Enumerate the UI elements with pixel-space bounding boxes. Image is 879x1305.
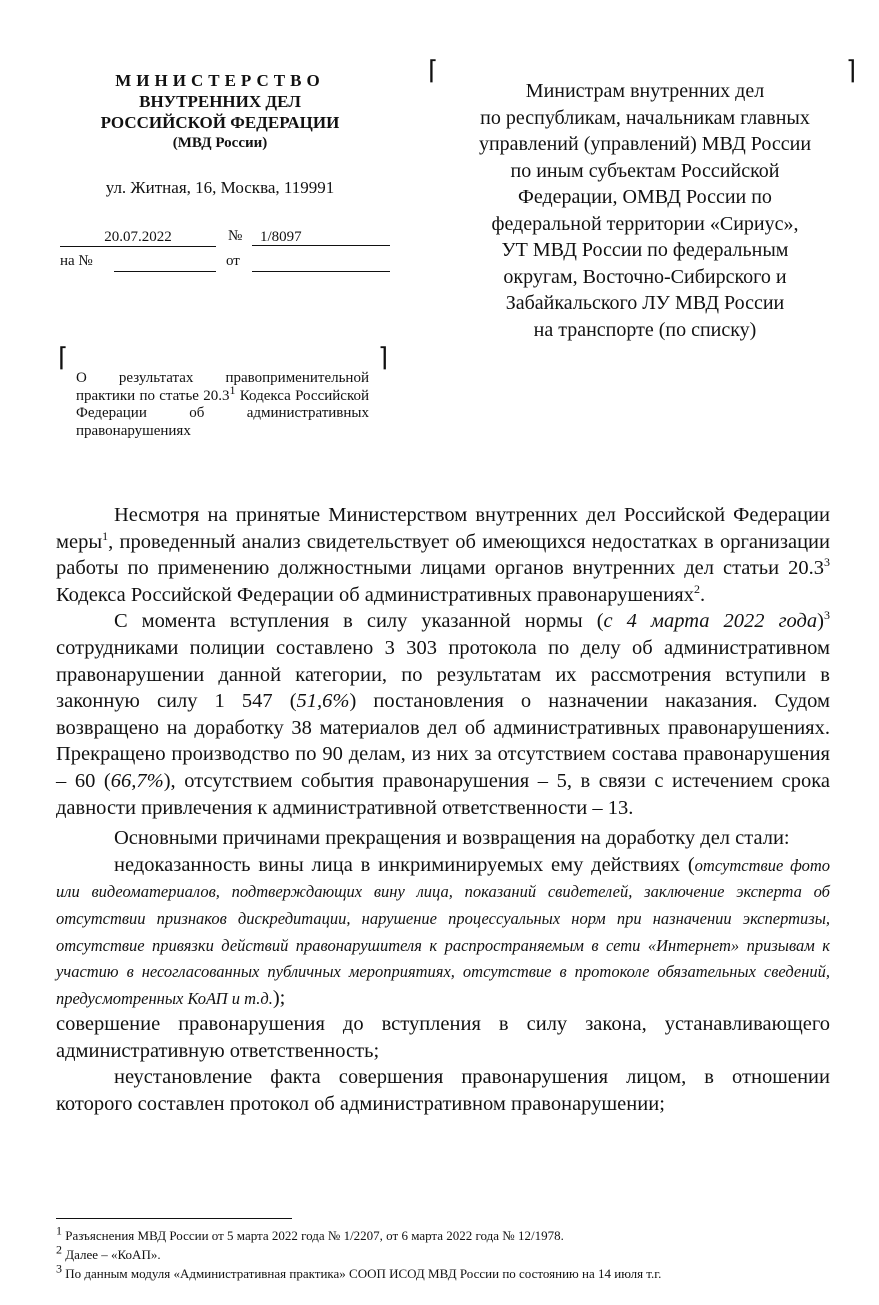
paragraph-3: Основными причинами прекращения и возвращения на доработку дел стали: <box>114 827 790 850</box>
subject-corner-right: ⌉ <box>378 343 389 373</box>
footnotes <box>56 1223 830 1283</box>
recipient-line: Министрам внутренних дел <box>525 80 765 102</box>
letterhead-line4: (МВД России) <box>172 135 268 151</box>
outgoing-number-label: № <box>228 228 243 244</box>
paragraph-5: совершение правонарушения до вступления в силу закона, устанавливающего административную ответственность; <box>56 1013 830 1062</box>
recipient-line: округам, Восточно-Сибирского и <box>503 265 787 288</box>
footnote-separator <box>56 1218 292 1219</box>
recipient-line: федеральной территории «Сириус», <box>491 212 799 235</box>
letterhead-line3: РОССИЙСКОЙ ФЕДЕРАЦИИ <box>100 113 340 132</box>
recipient-block <box>440 78 850 343</box>
reference-date <box>252 253 390 272</box>
paragraph-6: неустановление факта совершения правонарушения лицом, в отношении которого составлен протокол об административном правонарушении; <box>56 1066 830 1116</box>
paragraph-1: Несмотря на принятые Министерством внутренних дел Российской Федерации меры$^1$, проведенный анализ свидетельствует об имеющихся недостатках в организации работы по применению должностными лицами органов внутренних дел статьи 20.3$^3$ Кодекса Российской Федерации об административных правонарушениях$^2$. <box>56 504 830 606</box>
reference-date-label: от <box>226 253 240 269</box>
footnote-item: $^2$ Далее – «КоАП». <box>56 1242 161 1262</box>
subject: О результатах правоприменительной практики по статье 20.3$^1$ Кодекса Российской Федерации об административных правонарушениях <box>76 370 370 439</box>
reference-number <box>114 253 216 272</box>
outgoing-date: 20.07.2022 <box>60 228 216 247</box>
recipient-corner-right: ⌉ <box>846 56 857 86</box>
letterhead-address: ул. Житная, 16, Москва, 119991 <box>105 178 335 197</box>
footnote-item: $^3$ По данным модуля «Административная практика» СООП ИСОД МВД России по состоянию на 14 июля т.г. <box>56 1261 662 1281</box>
subject-corner-left: ⌈ <box>58 343 69 373</box>
recipient-line: управлений (управлений) МВД России <box>478 133 812 155</box>
footnote-item: $^1$ Разъяснения МВД России от 5 марта 2022 года № 1/2207, от 6 марта 2022 года № 12/1978. <box>56 1223 564 1243</box>
outgoing-number: 1/8097 <box>252 228 390 246</box>
reference-number-label: на № <box>60 253 93 269</box>
recipient-corner-left: ⌈ <box>428 56 439 86</box>
recipient-line: Забайкальского ЛУ МВД России <box>505 292 785 314</box>
paragraph-2: С момента вступления в силу указанной нормы (с 4 марта 2022 года)$^3$ сотрудниками полиции составлено 3 303 протокола по делу об административном правонарушении данной категории, по результатам их рассмотрения вступили в законную силу 1 547 (51,6%) постановления о назначении наказания. Судом возвращено на доработку 38 материалов дел об административных правонарушениях. Прекращено производство по 90 делам, из них за отсутствием состава правонарушения – 60 (66,7%), отсутствием события правонарушения – 5, в связи с истечением срока давности привлечения к административной ответственности – 13. <box>56 608 831 819</box>
recipient-line: по иным субъектам Российской <box>510 159 780 182</box>
letterhead <box>60 70 380 154</box>
letterhead-line2: ВНУТРЕННИХ ДЕЛ <box>139 92 301 111</box>
body-text <box>56 502 830 1118</box>
recipient-line: по республикам, начальникам главных <box>480 106 810 129</box>
recipient-line: УТ МВД России по федеральным <box>501 239 789 261</box>
letterhead-ministry: МИНИСТЕРСТВО <box>115 71 325 90</box>
paragraph-4: недоказанность вины лица в инкриминируемых ему действиях (отсутствие фото или видеоматериалов, подтверждающих вину лица, показаний свидетелей, заключение эксперта об отсутствии признаков дискредитации, нарушение процессуальных норм при назначении экспертизы, отсутствие привязки действий правонарушителя к распространяемым в сети «Интернет» призывам к участию в несогласованных публичных мероприятиях, отсутствие в протоколе обязательных сведений, предусмотренных КоАП и т.д.); <box>56 853 830 1009</box>
recipient-line: на транспорте (по списку) <box>533 318 757 341</box>
recipient-line: Федерации, ОМВД России по <box>518 186 772 208</box>
